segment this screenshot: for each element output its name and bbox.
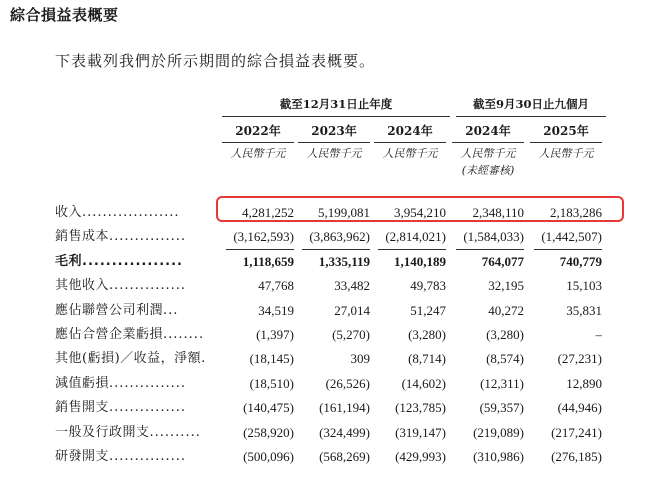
column-unit-2	[374, 145, 446, 162]
unit-label: 人民幣千元	[538, 147, 594, 160]
unit-label: 人民幣千元	[460, 147, 516, 160]
row-label-leader: ........	[163, 327, 205, 342]
section-title: 綜合損益表概要	[10, 6, 119, 24]
row-label-text: 應佔聯營公司利潤	[55, 302, 164, 318]
table-cell: (2,814,021)	[385, 229, 446, 245]
table-cell: (59,357)	[479, 400, 524, 416]
revenue-highlight-box	[216, 196, 624, 222]
table-cell: (44,946)	[557, 400, 602, 416]
subtotal-rule	[378, 249, 446, 250]
table-cell: 5,199,081	[318, 205, 370, 220]
table-cell: (217,241)	[551, 424, 602, 440]
table-row	[0, 348, 660, 370]
table-cell: (219,089)	[473, 424, 524, 440]
row-label	[55, 226, 215, 248]
subtotal-rule	[302, 249, 370, 250]
table-cell: (5,270)	[332, 327, 370, 342]
row-label-text: 應佔合營企業虧損	[55, 327, 164, 342]
table-cell: (1,442,507)	[541, 229, 602, 245]
table-cell: 1,335,119	[318, 253, 370, 269]
row-label-text: 一般及行政開支	[55, 424, 150, 440]
row-label-leader: ...............	[109, 400, 187, 416]
column-unit-3	[452, 145, 524, 179]
column-year-1: 2023年	[298, 122, 370, 143]
column-unit-1	[298, 145, 370, 162]
row-label	[55, 324, 215, 346]
row-label-leader: ...............	[109, 449, 187, 464]
table-cell: 27,014	[334, 302, 370, 318]
column-unit-0	[222, 145, 294, 162]
table-cell: 1,118,659	[242, 253, 294, 269]
unit-label: 人民幣千元	[306, 147, 362, 160]
row-label-leader: ...............	[109, 375, 187, 391]
table-cell: (3,162,593)	[233, 229, 294, 245]
table-cell: 51,247	[410, 302, 446, 318]
unit-label: 人民幣千元	[230, 147, 286, 160]
column-unit-4	[530, 145, 602, 162]
column-year-3: 2024年	[452, 122, 524, 143]
table-cell: (8,714)	[408, 351, 446, 367]
table-row	[0, 300, 660, 322]
table-row	[0, 251, 660, 273]
table-cell: 2,183,286	[550, 205, 602, 220]
table-cell: 40,272	[488, 302, 524, 318]
table-cell: (26,526)	[325, 375, 370, 391]
table-row	[0, 397, 660, 419]
row-label-text: 銷售開支	[55, 400, 110, 416]
row-label	[55, 373, 215, 395]
row-label	[55, 348, 215, 370]
table-cell: (310,986)	[473, 449, 524, 464]
table-header-nine-month-group: 截至9月30日止九個月	[456, 96, 606, 117]
column-year-0: 2022年	[222, 122, 294, 143]
row-label-leader: ...............	[109, 278, 187, 294]
table-cell: 1,140,189	[394, 253, 446, 269]
table-cell: (12,311)	[480, 375, 524, 391]
row-label-text: 其他收入	[55, 278, 110, 294]
table-cell: 740,779	[559, 253, 602, 269]
table-cell: 15,103	[566, 278, 602, 294]
row-label-text: 減值虧損	[55, 375, 110, 391]
table-cell: 3,954,210	[394, 205, 446, 220]
row-label-text: 收入	[55, 205, 83, 220]
table-cell: 12,890	[566, 375, 602, 391]
row-label-text: 毛利	[55, 253, 83, 269]
table-cell: 2,348,110	[472, 205, 524, 220]
row-label-leader: ..........	[149, 424, 201, 440]
table-cell: (140,475)	[243, 400, 294, 416]
table-row	[0, 373, 660, 395]
subtotal-rule	[534, 249, 602, 250]
row-label-text: 銷售成本	[55, 229, 110, 245]
table-cell: (3,280)	[408, 327, 446, 342]
table-cell: (1,584,033)	[463, 229, 524, 245]
table-cell: (1,397)	[256, 327, 294, 342]
table-cell: 309	[350, 351, 370, 367]
row-label	[55, 300, 215, 322]
table-row	[0, 324, 660, 346]
table-cell: 47,768	[258, 278, 294, 294]
row-label-text: 研發開支	[55, 449, 110, 464]
row-label	[55, 202, 215, 224]
table-cell: (14,602)	[401, 375, 446, 391]
subtotal-rule	[456, 249, 524, 250]
row-label-leader: ...	[163, 302, 179, 318]
row-label-leader: .	[201, 351, 207, 367]
row-label-text: 其他(虧損)／收益，淨額	[55, 351, 202, 367]
table-cell: (123,785)	[395, 400, 446, 416]
table-cell: (3,280)	[486, 327, 524, 342]
row-label	[55, 422, 215, 444]
table-cell: 4,281,252	[242, 205, 294, 220]
table-row	[0, 446, 660, 468]
unit-label: 人民幣千元	[382, 147, 438, 160]
column-year-2: 2024年	[374, 122, 446, 143]
row-label-leader: ...............	[109, 229, 187, 245]
table-cell: (18,145)	[249, 351, 294, 367]
row-label-leader: ...................	[82, 205, 180, 220]
table-row	[0, 226, 660, 248]
table-header-year-group: 截至12月31日止年度	[222, 96, 450, 117]
intro-text: 下表載列我們於所示期間的綜合損益表概要。	[55, 52, 376, 70]
table-cell: 34,519	[258, 302, 294, 318]
row-label	[55, 251, 215, 273]
table-row	[0, 275, 660, 297]
row-label	[55, 275, 215, 297]
table-cell: (258,920)	[243, 424, 294, 440]
table-cell: 33,482	[334, 278, 370, 294]
table-cell: (8,574)	[486, 351, 524, 367]
row-label	[55, 446, 215, 468]
table-cell: (27,231)	[557, 351, 602, 367]
table-cell: (161,194)	[319, 400, 370, 416]
row-label	[55, 397, 215, 419]
table-cell: (324,499)	[319, 424, 370, 440]
unaudited-label: (未經審核)	[461, 164, 515, 177]
table-cell: (3,863,962)	[309, 229, 370, 245]
table-cell: (568,269)	[319, 449, 370, 464]
table-row	[0, 422, 660, 444]
column-year-4: 2025年	[530, 122, 602, 143]
subtotal-rule	[226, 249, 294, 250]
table-cell: (429,993)	[395, 449, 446, 464]
table-cell: (500,096)	[243, 449, 294, 464]
table-cell: 764,077	[481, 253, 524, 269]
table-cell: 49,783	[410, 278, 446, 294]
table-cell: (18,510)	[249, 375, 294, 391]
table-cell: 32,195	[488, 278, 524, 294]
table-cell: –	[595, 327, 602, 342]
table-cell: (276,185)	[551, 449, 602, 464]
table-cell: 35,831	[566, 302, 602, 318]
row-label-leader: .................	[82, 253, 183, 269]
table-cell: (319,147)	[395, 424, 446, 440]
